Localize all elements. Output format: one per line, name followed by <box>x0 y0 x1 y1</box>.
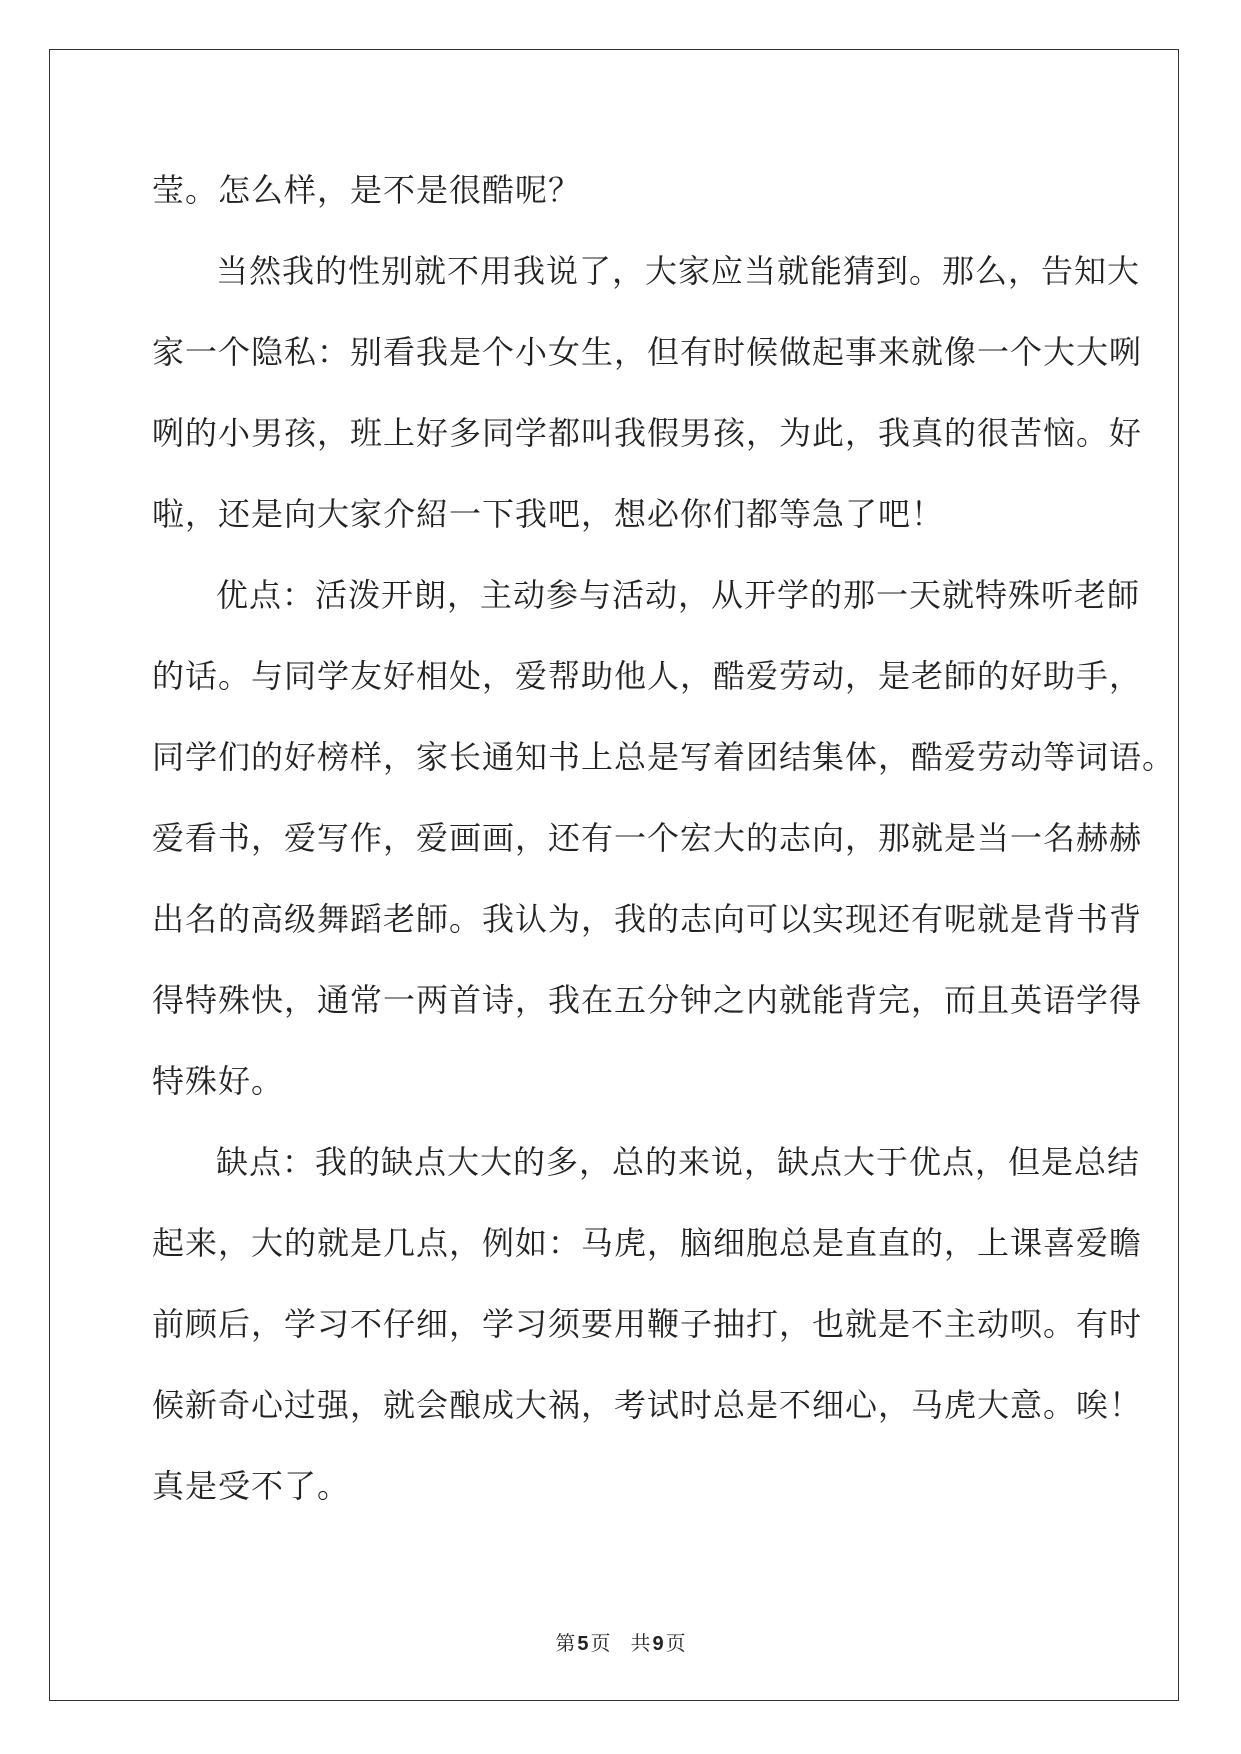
text-line: 同学们的好榜样，家长通知书上总是写着团结集体，酷爱劳动等词语。 <box>152 738 1176 776</box>
text-line: 候新奇心过强，就会酿成大祸，考试时总是不细心，马虎大意。唉！ <box>152 1386 1143 1424</box>
text-line: 爱看书，爱写作，爱画画，还有一个宏大的志向，那就是当一名赫赫 <box>152 819 1143 857</box>
page-suffix: 页 <box>590 1631 611 1655</box>
text-line: 起来，大的就是几点，例如：马虎，脑细胞总是直直的，上课喜爱瞻 <box>152 1224 1143 1262</box>
text-line: 特殊好。 <box>152 1062 285 1100</box>
text-line: 出名的高级舞蹈老師。我认为，我的志向可以实现还有呢就是背书背 <box>152 900 1143 938</box>
text-line: 真是受不了。 <box>152 1467 351 1505</box>
page-number: 5 <box>577 1633 589 1655</box>
total-pages: 9 <box>652 1633 664 1655</box>
text-line: 缺点：我的缺点大大的多，总的来说，缺点大于优点，但是总结 <box>216 1143 1141 1181</box>
text-line: 前顾后，学习不仔细，学习须要用鞭子抽打，也就是不主动呗。有时 <box>152 1305 1143 1343</box>
document-body <box>152 160 1176 1537</box>
text-line: 家一个隐私：别看我是个小女生，但有时候做起事来就像一个大大咧 <box>152 333 1143 371</box>
text-line: 啦，还是向大家介紹一下我吧，想必你们都等急了吧！ <box>152 495 945 533</box>
total-prefix: 共 <box>630 1631 651 1655</box>
text-line: 得特殊快，通常一两首诗，我在五分钟之内就能背完，而且英语学得 <box>152 981 1143 1019</box>
page-prefix: 第 <box>555 1631 576 1655</box>
text-line: 咧的小男孩，班上好多同学都叫我假男孩，为此，我真的很苦恼。好 <box>152 414 1143 452</box>
total-suffix: 页 <box>665 1631 686 1655</box>
text-line: 优点：活泼开朗，主动参与活动，从开学的那一天就特殊听老師 <box>216 576 1141 614</box>
text-line: 的话。与同学友好相处，爱帮助他人，酷爱劳动，是老師的好助手， <box>152 657 1143 695</box>
text-line: 莹。怎么样，是不是很酷呢？ <box>152 171 582 209</box>
page-footer <box>0 1627 1241 1656</box>
text-line: 当然我的性别就不用我说了，大家应当就能猜到。那么，告知大 <box>216 252 1141 290</box>
